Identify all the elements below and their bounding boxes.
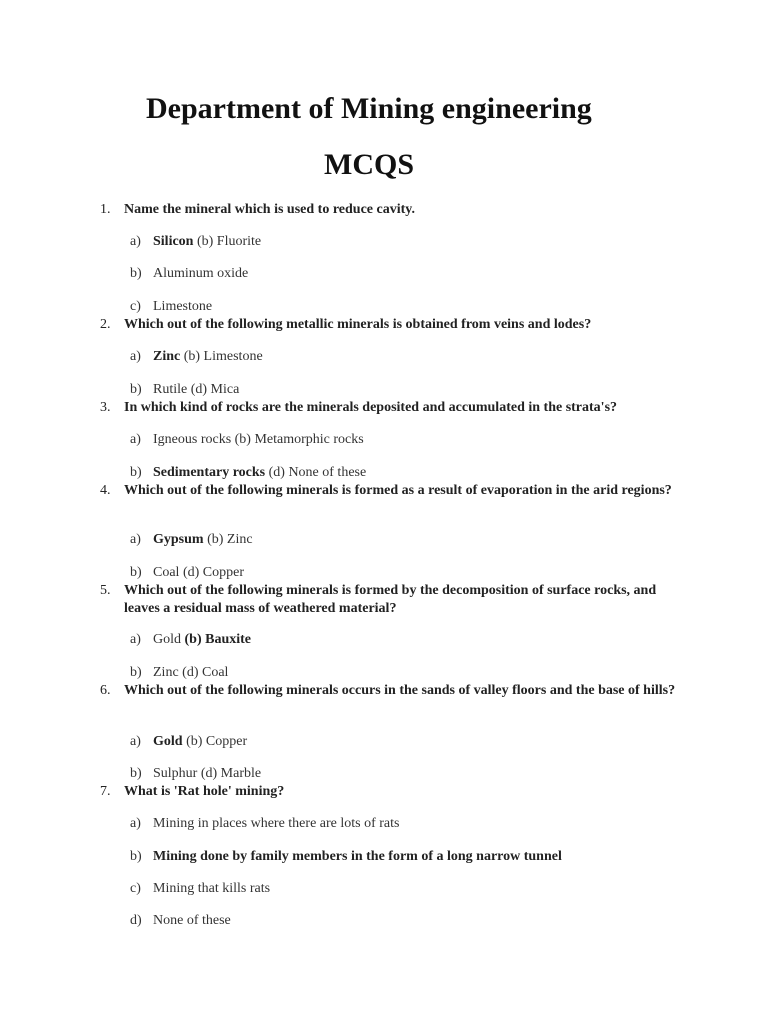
option-bold-text: (b) Bauxite [184,632,251,647]
option [130,664,228,682]
option-letter: d) [130,913,142,928]
option-letter: a) [130,632,141,647]
page-title: Department of Mining engineering [146,92,592,125]
question-3 [100,399,680,417]
option-text: (b) Copper [182,734,248,749]
option-letter: b) [130,665,142,680]
option [130,531,253,549]
option [130,265,248,283]
option-bold-text: Gypsum [153,532,204,547]
question-number: 3. [100,400,111,415]
question-4 [100,482,680,500]
option-text: None of these [153,913,231,928]
question-number: 7. [100,784,111,799]
option-letter: c) [130,299,141,314]
option [130,464,366,482]
option-text: Igneous rocks (b) Metamorphic rocks [153,432,364,447]
option [130,765,261,783]
question-text: Name the mineral which is used to reduce cavity. [124,202,415,217]
question-text: What is 'Rat hole' mining? [124,784,285,799]
option-letter: b) [130,266,142,281]
question-6 [100,682,680,700]
question-number: 2. [100,317,111,332]
option [130,298,212,316]
option-letter: a) [130,532,141,547]
option-text: (b) Zinc [203,532,253,547]
option-bold-text: Silicon [153,234,194,249]
option [130,815,399,833]
option-text: Rutile (d) Mica [153,382,240,397]
option-text: Coal (d) Copper [153,565,244,580]
option-letter: b) [130,382,142,397]
page-subtitle: MCQS [324,148,414,181]
option [130,381,239,399]
question-text: In which kind of rocks are the minerals deposited and accumulated in the strata's? [124,400,618,415]
option [130,880,270,898]
option-bold-text: Mining done by family members in the form of a long narrow tunnel [153,849,562,864]
question-1 [100,201,680,219]
option [130,348,263,366]
question-number: 5. [100,583,111,598]
question-2 [100,316,680,334]
question-number: 6. [100,683,111,698]
option-letter: a) [130,234,141,249]
option-letter: c) [130,881,141,896]
option-text: Mining in places where there are lots of rats [153,816,400,831]
option [130,848,562,866]
option [130,431,364,449]
option-text: Aluminum oxide [153,266,249,281]
option-letter: b) [130,465,142,480]
option [130,733,247,751]
option-text: (d) None of these [265,465,367,480]
option-bold-text: Gold [153,734,183,749]
question-number: 1. [100,202,111,217]
question-number: 4. [100,483,111,498]
option [130,564,244,582]
option [130,912,231,930]
question-5 [100,582,680,618]
option-letter: a) [130,734,141,749]
option-text: Mining that kills rats [153,881,271,896]
question-7 [100,783,680,801]
option-letter: b) [130,565,142,580]
question-text: Which out of the following minerals occurs in the sands of valley floors and the base of hills? [124,683,676,698]
option-text: Zinc (d) Coal [153,665,229,680]
option-text: Limestone [153,299,213,314]
option-text: (b) Fluorite [193,234,262,249]
option-bold-text: Sedimentary rocks [153,465,266,480]
option-text: Sulphur (d) Marble [153,766,262,781]
question-text: Which out of the following metallic minerals is obtained from veins and lodes? [124,317,592,332]
option-text: (b) Limestone [180,349,263,364]
option-letter: a) [130,816,141,831]
option-letter: b) [130,849,142,864]
option [130,233,261,251]
option [130,631,251,649]
option-bold-text: Zinc [153,349,181,364]
option-letter: a) [130,432,141,447]
option-letter: a) [130,349,141,364]
option-text: Gold [153,632,185,647]
option-letter: b) [130,766,142,781]
question-text: Which out of the following minerals is formed by the decomposition of surface rocks, and leaves a residual mass of weathered material? [124,583,657,616]
question-text: Which out of the following minerals is formed as a result of evaporation in the arid regions? [124,483,672,498]
